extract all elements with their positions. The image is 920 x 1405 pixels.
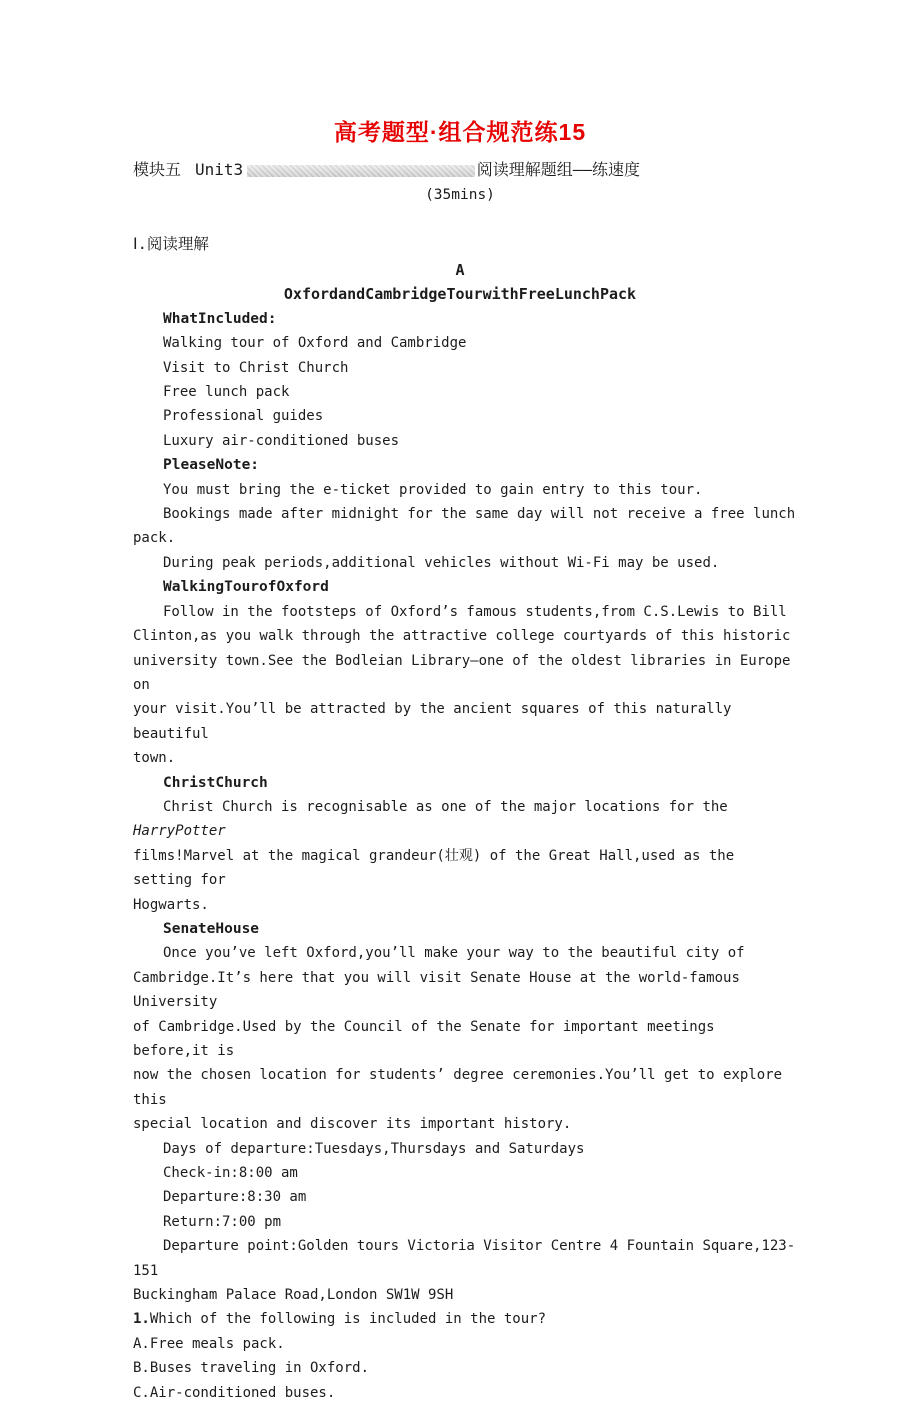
list-item: Luxury air-conditioned buses: [163, 432, 400, 449]
question-text: Which of the following is included in the tour?: [149, 1311, 547, 1328]
module-header-row: [133, 159, 640, 181]
list-item: During peak periods,additional vehicles without Wi-Fi may be used.: [163, 554, 720, 571]
answer-option: C.Air-conditioned buses.: [133, 1384, 336, 1401]
question-1-options: [133, 1332, 797, 1405]
answer-option: A.Free meals pack.: [133, 1335, 285, 1352]
paragraph-text: Christ Church is recognisable as one of the major locations for the: [163, 798, 737, 815]
decorative-hatch-bar: [247, 165, 475, 177]
section-label: Ⅰ.阅读理解: [133, 235, 209, 253]
paragraph-line: town.: [133, 750, 176, 767]
answer-option: B.Buses traveling in Oxford.: [133, 1360, 370, 1377]
senate-house-heading: SenateHouse: [163, 920, 260, 937]
list-item: Professional guides: [163, 408, 324, 425]
paragraph-line: films!Marvel at the magical grandeur(壮观) of the Great Hall,used as the setting for: [133, 847, 743, 889]
question-1: [133, 1307, 797, 1331]
what-included-list: [133, 331, 797, 453]
paragraph-line: Buckingham Palace Road,London SW1W 9SH: [133, 1287, 454, 1304]
paragraph-line: Clinton,as you walk through the attractive college courtyards of this historic: [133, 628, 791, 645]
christ-church-paragraph-rest: [133, 844, 797, 917]
unit-label: Unit3: [195, 160, 244, 179]
paragraph-line: special location and discover its important history.: [133, 1116, 572, 1133]
question-number: 1.: [133, 1311, 150, 1328]
paragraph-line: Hogwarts.: [133, 896, 209, 913]
schedule-list: [133, 1137, 797, 1235]
paragraph-line: Once you’ve left Oxford,you’ll make your way to the beautiful city of: [163, 945, 745, 962]
what-included-heading: WhatIncluded:: [163, 310, 277, 327]
passage-body: [133, 307, 804, 1405]
list-item: Bookings made after midnight for the same day will not receive a free lunch pack.: [133, 506, 804, 547]
list-item: You must bring the e-ticket provided to gain entry to this tour.: [163, 481, 703, 498]
please-note-heading: PleaseNote:: [163, 457, 260, 474]
christ-church-paragraph-line1: [133, 795, 797, 844]
list-item: Walking tour of Oxford and Cambridge: [163, 335, 467, 352]
please-note-list: [133, 478, 804, 576]
module-label: 模块五: [133, 160, 182, 179]
walking-tour-heading: WalkingTourofOxford: [163, 579, 329, 596]
paragraph-line: Follow in the footsteps of Oxford’s famous students,from C.S.Lewis to Bill: [163, 603, 787, 620]
paragraph-line: of Cambridge.Used by the Council of the Senate for important meetings before,it is: [133, 1018, 724, 1059]
schedule-line: Days of departure:Tuesdays,Thursdays and Saturdays: [163, 1140, 585, 1157]
walking-tour-paragraph: [133, 600, 797, 771]
paragraph-line: now the chosen location for students’ degree ceremonies.You’ll get to explore this: [133, 1067, 791, 1108]
list-item: Visit to Christ Church: [163, 359, 349, 376]
module-subtitle: 阅读理解题组——练速度: [476, 160, 640, 179]
passage-title: OxfordandCambridgeTourwithFreeLunchPack: [283, 285, 637, 304]
italic-title-text: HarryPotter: [133, 823, 226, 840]
paragraph-line: your visit.You’ll be attracted by the ancient squares of this naturally beautiful: [133, 701, 740, 742]
christ-church-heading: ChristChurch: [163, 774, 268, 791]
passage-label: A: [455, 261, 465, 279]
departure-point-paragraph: [133, 1234, 797, 1307]
duration-label: (35mins): [425, 187, 495, 203]
paragraph-line: Departure point:Golden tours Victoria Visitor Centre 4 Fountain Square,123-151: [133, 1238, 796, 1279]
schedule-line: Departure:8:30 am: [163, 1189, 307, 1206]
schedule-line: Return:7:00 pm: [163, 1213, 282, 1230]
schedule-line: Check-in:8:00 am: [163, 1165, 298, 1182]
senate-house-paragraph: [133, 941, 797, 1136]
paragraph-line: Cambridge.It’s here that you will visit Senate House at the world-famous University: [133, 969, 749, 1011]
paragraph-line: university town.See the Bodleian Library—one of the oldest libraries in Europe on: [133, 652, 799, 693]
list-item: Free lunch pack: [163, 384, 290, 401]
page-title: 高考题型·组合规范练15: [333, 119, 587, 145]
